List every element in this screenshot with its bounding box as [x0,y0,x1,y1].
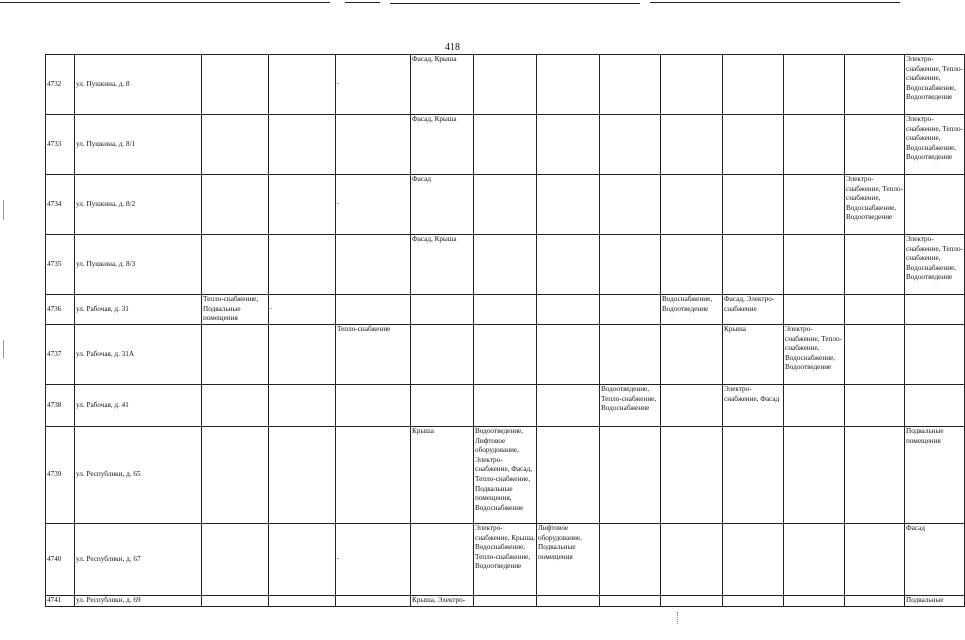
scan-foot-mark [677,612,680,624]
cell-works-c10 [784,235,845,295]
cell-works-c1 [202,55,269,115]
cell-works-c2 [269,325,336,385]
table-row [46,385,965,427]
repair-schedule-table [45,54,965,607]
cell-number: 4741 [46,596,75,607]
table-row [46,427,965,524]
cell-number: 4736 [46,295,75,325]
cell-works-c10 [784,115,845,175]
cell-works-c12 [905,325,965,385]
cell-works-c11 [845,596,905,607]
cell-works-c5 [474,55,537,115]
cell-works-c12: Подвальные помещения [905,427,965,524]
cell-number: 4739 [46,427,75,524]
cell-works-c9 [723,524,784,596]
table-row [46,325,965,385]
cell-works-c12: Подвальные [905,596,965,607]
cell-works-c6 [537,385,600,427]
cell-works-c7: Водоотведение, Тепло-снабжение, Водоснабжение [600,385,661,427]
cell-number: 4733 [46,115,75,175]
cell-works-c1 [202,524,269,596]
cell-works-c4 [411,325,474,385]
cell-works-c12 [905,295,965,325]
cell-works-c6 [537,325,600,385]
cell-works-c1 [202,115,269,175]
cell-works-c4: Фасад, Крыша [411,115,474,175]
cell-number: 4734 [46,175,75,235]
cell-works-c9: Крыша [723,325,784,385]
cell-works-c7 [600,235,661,295]
cell-works-c10 [784,295,845,325]
cell-number: 4738 [46,385,75,427]
cell-works-c8 [661,115,723,175]
cell-works-c8 [661,385,723,427]
cell-works-c9 [723,596,784,607]
cell-works-c12: Электро-снабжение, Тепло-снабжение, Водоснабжение, Водоотведение [905,115,965,175]
cell-works-c8 [661,175,723,235]
cell-works-c4: Крыша [411,427,474,524]
scan-margin-mark [3,340,4,358]
cell-works-c1 [202,235,269,295]
cell-works-c5 [474,235,537,295]
cell-works-c5: Водоотведение, Лифтовое оборудование, Электро-снабжение, Фасад, Тепло-снабжение, Подвальные помещения, Водоснабжение [474,427,537,524]
cell-works-c11 [845,55,905,115]
cell-works-c7 [600,295,661,325]
cell-works-c6 [537,235,600,295]
cell-works-c5 [474,385,537,427]
cell-works-c10 [784,524,845,596]
cell-works-c8 [661,596,723,607]
cell-address: ул. Республики, д. 69 [75,596,202,607]
cell-address: ул. Пушкина, д. 8/2 [75,175,202,235]
cell-works-c9: Фасад, Электро-снабжение [723,295,784,325]
cell-works-c4: Фасад, Крыша [411,55,474,115]
cell-works-c5 [474,596,537,607]
cell-works-c7 [600,325,661,385]
cell-works-c9 [723,175,784,235]
cell-works-c2 [269,175,336,235]
cell-number: 4732 [46,55,75,115]
scan-margin-mark [3,200,4,220]
cell-works-c6 [537,175,600,235]
cell-works-c1 [202,385,269,427]
cell-works-c10: Электро-снабжение, Тепло-снабжение, Водоснабжение, Водоотведение [784,325,845,385]
cell-address: ул. Рабочая, д. 31 [75,295,202,325]
cell-works-c7 [600,524,661,596]
cell-works-c8 [661,235,723,295]
cell-works-c5: Электро-снабжение, Крыша, Водоснабжение, Тепло-снабжение, Водоотведение [474,524,537,596]
cell-works-c7 [600,427,661,524]
cell-works-c2 [269,55,336,115]
cell-works-c6: Лифтовое оборудование, Подвальные помещения [537,524,600,596]
cell-works-c12: Электро-снабжение, Тепло-снабжение, Водоснабжение, Водоотведение [905,55,965,115]
table-row [46,175,965,235]
cell-works-c5 [474,175,537,235]
cell-works-c2 [269,115,336,175]
cell-address: ул. Пушкина, д. 8/1 [75,115,202,175]
cell-works-c3: - [336,175,411,235]
cell-works-c10 [784,385,845,427]
cell-works-c8 [661,55,723,115]
cell-works-c4: Фасад, Крыша [411,235,474,295]
cell-address: ул. Республики, д. 65 [75,427,202,524]
cell-works-c10 [784,55,845,115]
table-row [46,596,965,607]
cell-works-c4: Фасад [411,175,474,235]
cell-works-c4 [411,524,474,596]
table-row [46,524,965,596]
cell-works-c3 [336,235,411,295]
cell-works-c4 [411,385,474,427]
cell-works-c1 [202,596,269,607]
cell-works-c11 [845,235,905,295]
cell-address: ул. Рабочая, д. 41 [75,385,202,427]
cell-works-c2 [269,427,336,524]
cell-works-c3 [336,115,411,175]
cell-works-c11 [845,427,905,524]
cell-works-c9: Электро-снабжение, Фасад [723,385,784,427]
cell-works-c3 [336,427,411,524]
cell-works-c7 [600,175,661,235]
cell-works-c11 [845,385,905,427]
table-row [46,295,965,325]
cell-works-c12 [905,175,965,235]
cell-works-c12 [905,385,965,427]
cell-works-c5 [474,325,537,385]
cell-address: ул. Рабочая, д. 31А [75,325,202,385]
cell-works-c5 [474,115,537,175]
cell-works-c6 [537,295,600,325]
cell-works-c1: Тепло-снабжение, Подвальные помещения [202,295,269,325]
cell-works-c7 [600,115,661,175]
cell-works-c9 [723,55,784,115]
cell-works-c9 [723,235,784,295]
cell-works-c12: Фасад [905,524,965,596]
table-row [46,55,965,115]
scan-top-border [0,0,905,6]
cell-works-c7 [600,596,661,607]
cell-works-c3 [336,385,411,427]
cell-works-c3 [336,295,411,325]
cell-works-c11 [845,325,905,385]
cell-number: 4740 [46,524,75,596]
cell-works-c6 [537,427,600,524]
cell-address: ул. Пушкина, д. 8 [75,55,202,115]
cell-works-c11 [845,295,905,325]
cell-works-c10 [784,596,845,607]
cell-works-c2: - [269,295,336,325]
cell-works-c1 [202,325,269,385]
cell-works-c6 [537,115,600,175]
cell-works-c8 [661,427,723,524]
table-row [46,235,965,295]
cell-number: 4735 [46,235,75,295]
cell-works-c2 [269,235,336,295]
cell-works-c4: Крыша, Электро- [411,596,474,607]
cell-works-c8 [661,524,723,596]
cell-works-c4 [411,295,474,325]
cell-works-c8: Водоснабжение, Водоотведение [661,295,723,325]
cell-works-c2 [269,385,336,427]
cell-works-c10 [784,175,845,235]
cell-works-c11 [845,115,905,175]
cell-works-c9 [723,427,784,524]
cell-works-c6 [537,55,600,115]
cell-works-c2 [269,596,336,607]
cell-works-c2 [269,524,336,596]
cell-works-c9 [723,115,784,175]
cell-works-c6 [537,596,600,607]
cell-works-c3: - [336,524,411,596]
cell-works-c7 [600,55,661,115]
cell-works-c11: Электро-снабжение, Тепло-снабжение, Водоснабжение, Водоотведение [845,175,905,235]
cell-works-c3: - [336,55,411,115]
cell-works-c3 [336,596,411,607]
cell-works-c12: Электро-снабжение, Тепло-снабжение, Водоснабжение, Водоотведение [905,235,965,295]
cell-works-c10 [784,427,845,524]
table-row [46,115,965,175]
cell-works-c8 [661,325,723,385]
cell-number: 4737 [46,325,75,385]
cell-works-c1 [202,427,269,524]
cell-works-c1 [202,175,269,235]
cell-works-c3: Тепло-снабжение [336,325,411,385]
page-number: 418 [445,42,460,53]
cell-address: ул. Пушкина, д. 8/3 [75,235,202,295]
cell-address: ул. Республики, д. 67 [75,524,202,596]
cell-works-c5 [474,295,537,325]
cell-works-c11 [845,524,905,596]
